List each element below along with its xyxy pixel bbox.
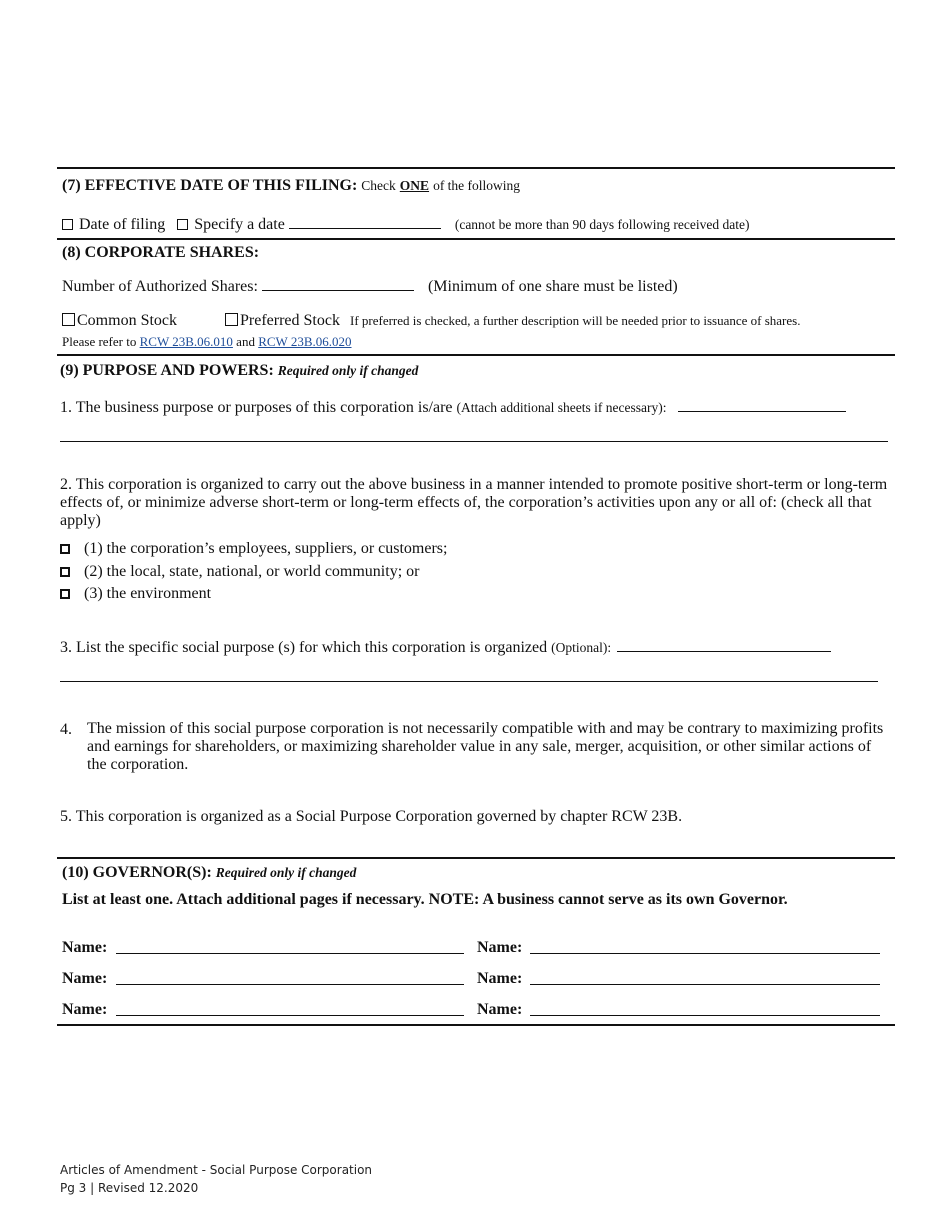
governor-name-field[interactable] [530, 953, 880, 954]
business-purpose-note: (Attach additional sheets if necessary): [456, 400, 667, 415]
section7-title: (7) EFFECTIVE DATE OF THIS FILING: [62, 177, 358, 194]
refer-and: and [236, 334, 255, 349]
preferred-stock-label: Preferred Stock [240, 312, 340, 329]
authorized-shares-label: Number of Authorized Shares: [62, 278, 258, 295]
authorized-shares-note: (Minimum of one share must be listed) [427, 278, 678, 295]
environment-option-label: (3) the environment [84, 585, 212, 602]
business-purpose-field-line2[interactable] [60, 441, 888, 442]
specify-date-field[interactable] [289, 214, 441, 229]
rcw-reference [62, 332, 352, 352]
authorized-shares-row [62, 276, 678, 297]
specify-date-checkbox[interactable] [177, 219, 188, 230]
date-of-filing-checkbox[interactable] [62, 219, 73, 230]
rcw-23b-06-020-link[interactable]: RCW 23B.06.020 [258, 334, 352, 349]
social-purpose-row [60, 637, 831, 658]
stock-type-row [62, 311, 800, 331]
check-instruction-one: ONE [399, 178, 430, 193]
governor-instruction: List at least one. Attach additional pages if necessary. NOTE: A business cannot serve as its own Governor. [62, 891, 788, 908]
governor-name-field[interactable] [530, 984, 880, 985]
footer-page-info: Pg 3 | Revised 12.2020 [60, 1181, 199, 1195]
section-divider [57, 354, 895, 356]
mission-paragraph: The mission of this social purpose corporation is not necessarily compatible with and may be contrary to maximizing profits and earnings for shareholders, or maximizing shareholder value in any sale, merger, acquisition, or other similar actions of the corporation. [87, 720, 884, 773]
specify-date-label: Specify a date [194, 216, 285, 233]
social-purpose-field[interactable] [617, 637, 831, 652]
community-option-label: (2) the local, state, national, or world community; or [84, 563, 420, 580]
social-purpose-field-line2[interactable] [60, 681, 878, 682]
effective-date-row [62, 214, 749, 235]
governor-name-field[interactable] [116, 984, 464, 985]
rcw-23b-06-010-link[interactable]: RCW 23B.06.010 [139, 334, 233, 349]
section9-header [60, 361, 418, 381]
environment-checkbox[interactable] [60, 589, 70, 599]
governor-name-label: Name: [62, 1001, 108, 1018]
governor-name-label: Name: [477, 1001, 523, 1018]
governor-name-label: Name: [62, 939, 108, 956]
check-instruction-post: of the following [433, 178, 521, 193]
spc-statement: 5. This corporation is organized as a Social Purpose Corporation governed by chapter RCW 23B. [60, 808, 683, 825]
preferred-stock-note: If preferred is checked, a further description will be needed prior to issuance of shares. [349, 313, 801, 328]
governor-name-label: Name: [477, 939, 523, 956]
purpose-option-community [60, 562, 419, 582]
purpose-effects-paragraph: 2. This corporation is organized to carry out the above business in a manner intended to promote positive short-term or long-term effects of, or minimize adverse short-term or long-term effects of, the corporation’s activities upon any or all of: (check all that apply) [60, 476, 888, 529]
employees-option-label: (1) the corporation’s employees, suppliers, or customers; [84, 540, 448, 557]
governor-name-label: Name: [477, 970, 523, 987]
section-divider [57, 1024, 895, 1026]
common-stock-checkbox[interactable] [62, 313, 75, 326]
business-purpose-field[interactable] [678, 397, 846, 412]
business-purpose-row [60, 397, 846, 418]
authorized-shares-field[interactable] [262, 276, 414, 291]
business-purpose-text: 1. The business purpose or purposes of this corporation is/are [60, 399, 453, 416]
section7-header [62, 176, 520, 196]
date-of-filing-label: Date of filing [79, 216, 166, 233]
section9-title: (9) PURPOSE AND POWERS: [60, 362, 274, 379]
employees-checkbox[interactable] [60, 544, 70, 554]
footer-title: Articles of Amendment - Social Purpose Corporation [60, 1163, 373, 1177]
section-divider [57, 167, 895, 169]
check-instruction-pre: Check [361, 178, 396, 193]
date-limit-note: (cannot be more than 90 days following received date) [454, 217, 750, 232]
governor-name-field[interactable] [530, 1015, 880, 1016]
section10-header [62, 863, 356, 883]
social-purpose-text: 3. List the specific social purpose (s) for which this corporation is organized [60, 639, 548, 656]
section9-subtitle: Required only if changed [277, 363, 419, 378]
mission-number: 4. [60, 721, 72, 738]
section10-subtitle: Required only if changed [215, 865, 357, 880]
section-divider [57, 238, 895, 240]
governor-name-label: Name: [62, 970, 108, 987]
preferred-stock-checkbox[interactable] [225, 313, 238, 326]
community-checkbox[interactable] [60, 567, 70, 577]
governor-name-field[interactable] [116, 953, 464, 954]
purpose-option-employees [60, 539, 447, 559]
section8-title: (8) CORPORATE SHARES: [62, 244, 260, 261]
governor-name-field[interactable] [116, 1015, 464, 1016]
refer-prefix: Please refer to [62, 334, 137, 349]
social-purpose-note: (Optional): [551, 640, 612, 655]
section10-title: (10) GOVERNOR(S): [62, 864, 212, 881]
purpose-option-environment [60, 584, 211, 604]
common-stock-label: Common Stock [77, 312, 178, 329]
section-divider [57, 857, 895, 859]
